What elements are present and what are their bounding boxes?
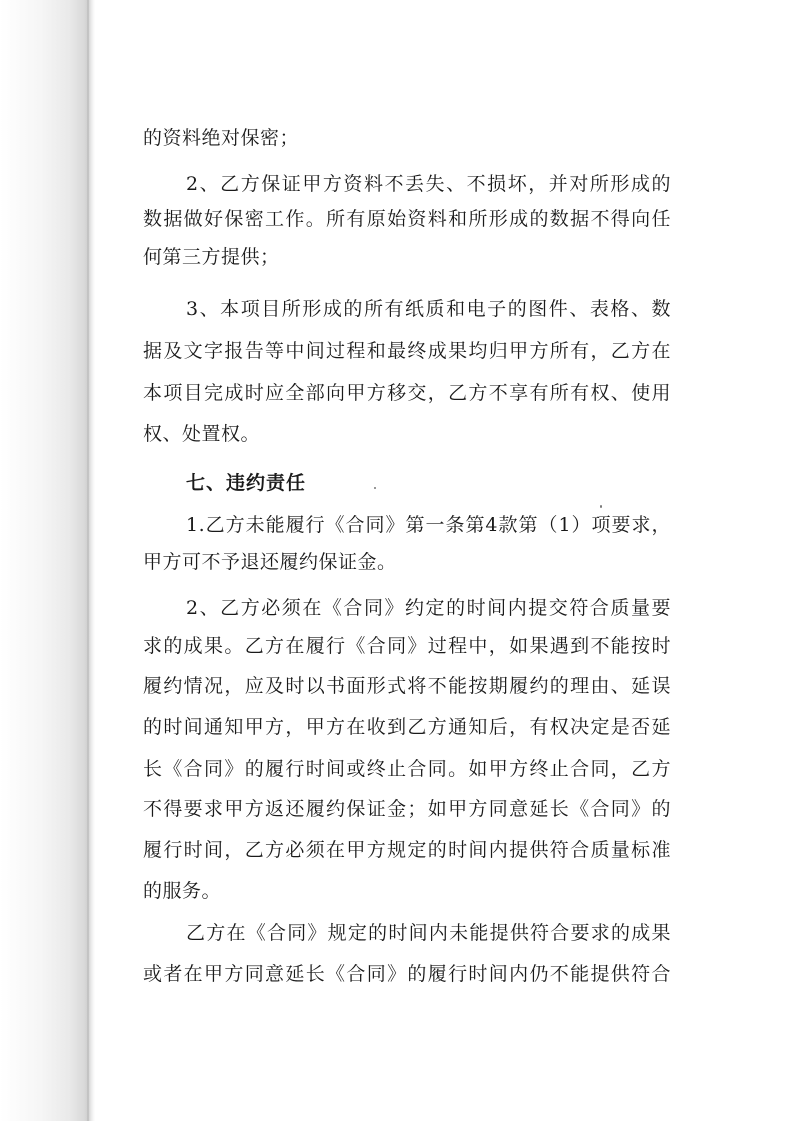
text-line: 履行时间，乙方必须在甲方规定的时间内提供符合质量标准 xyxy=(143,839,671,861)
text-line: 数据做好保密工作。所有原始资料和所形成的数据不得向任 xyxy=(143,208,671,230)
text-line: 长《合同》的履行时间或终止合同。如甲方终止合同，乙方 xyxy=(143,758,671,780)
text-line: 的服务。 xyxy=(143,880,222,902)
text-line: 的资料绝对保密； xyxy=(143,127,300,149)
clause-2-text: 2、乙方保证甲方资料不丢失、不损坏，并对所形成的 xyxy=(186,173,671,195)
scan-speck xyxy=(600,505,602,508)
text-line: 的时间通知甲方，甲方在收到乙方通知后，有权决定是否延 xyxy=(143,716,671,738)
text-line: 据及文字报告等中间过程和最终成果均归甲方所有，乙方在 xyxy=(143,340,671,362)
breach-clause-2-continued: 乙方在《合同》规定的时间内未能提供符合要求的成果 xyxy=(186,922,671,944)
text-line: 本项目完成时应全部向甲方移交，乙方不享有所有权、使用 xyxy=(143,382,671,404)
text-line: 甲方可不予退还履约保证金。 xyxy=(143,551,397,573)
text-line: 权、处置权。 xyxy=(143,423,261,445)
text-line: 不得要求甲方返还履约保证金；如甲方同意延长《合同》的 xyxy=(143,798,671,820)
breach-clause-1-text: 1.乙方未能履行《合同》第一条第4款第（1）项要求， xyxy=(186,514,671,536)
clause-3-text: 3、本项目所形成的所有纸质和电子的图件、表格、数 xyxy=(186,298,671,320)
breach-clause-2-text: 2、乙方必须在《合同》约定的时间内提交符合质量要 xyxy=(186,597,671,619)
scan-speck xyxy=(374,487,376,489)
text-line: 求的成果。乙方在履行《合同》过程中，如果遇到不能按时 xyxy=(143,635,671,657)
text-line: 履约情况，应及时以书面形式将不能按期履约的理由、延误 xyxy=(143,675,671,697)
section-heading: 七、违约责任 xyxy=(186,472,307,494)
text-line: 何第三方提供； xyxy=(143,246,280,268)
text-line: 或者在甲方同意延长《合同》的履行时间内仍不能提供符合 xyxy=(143,963,671,985)
